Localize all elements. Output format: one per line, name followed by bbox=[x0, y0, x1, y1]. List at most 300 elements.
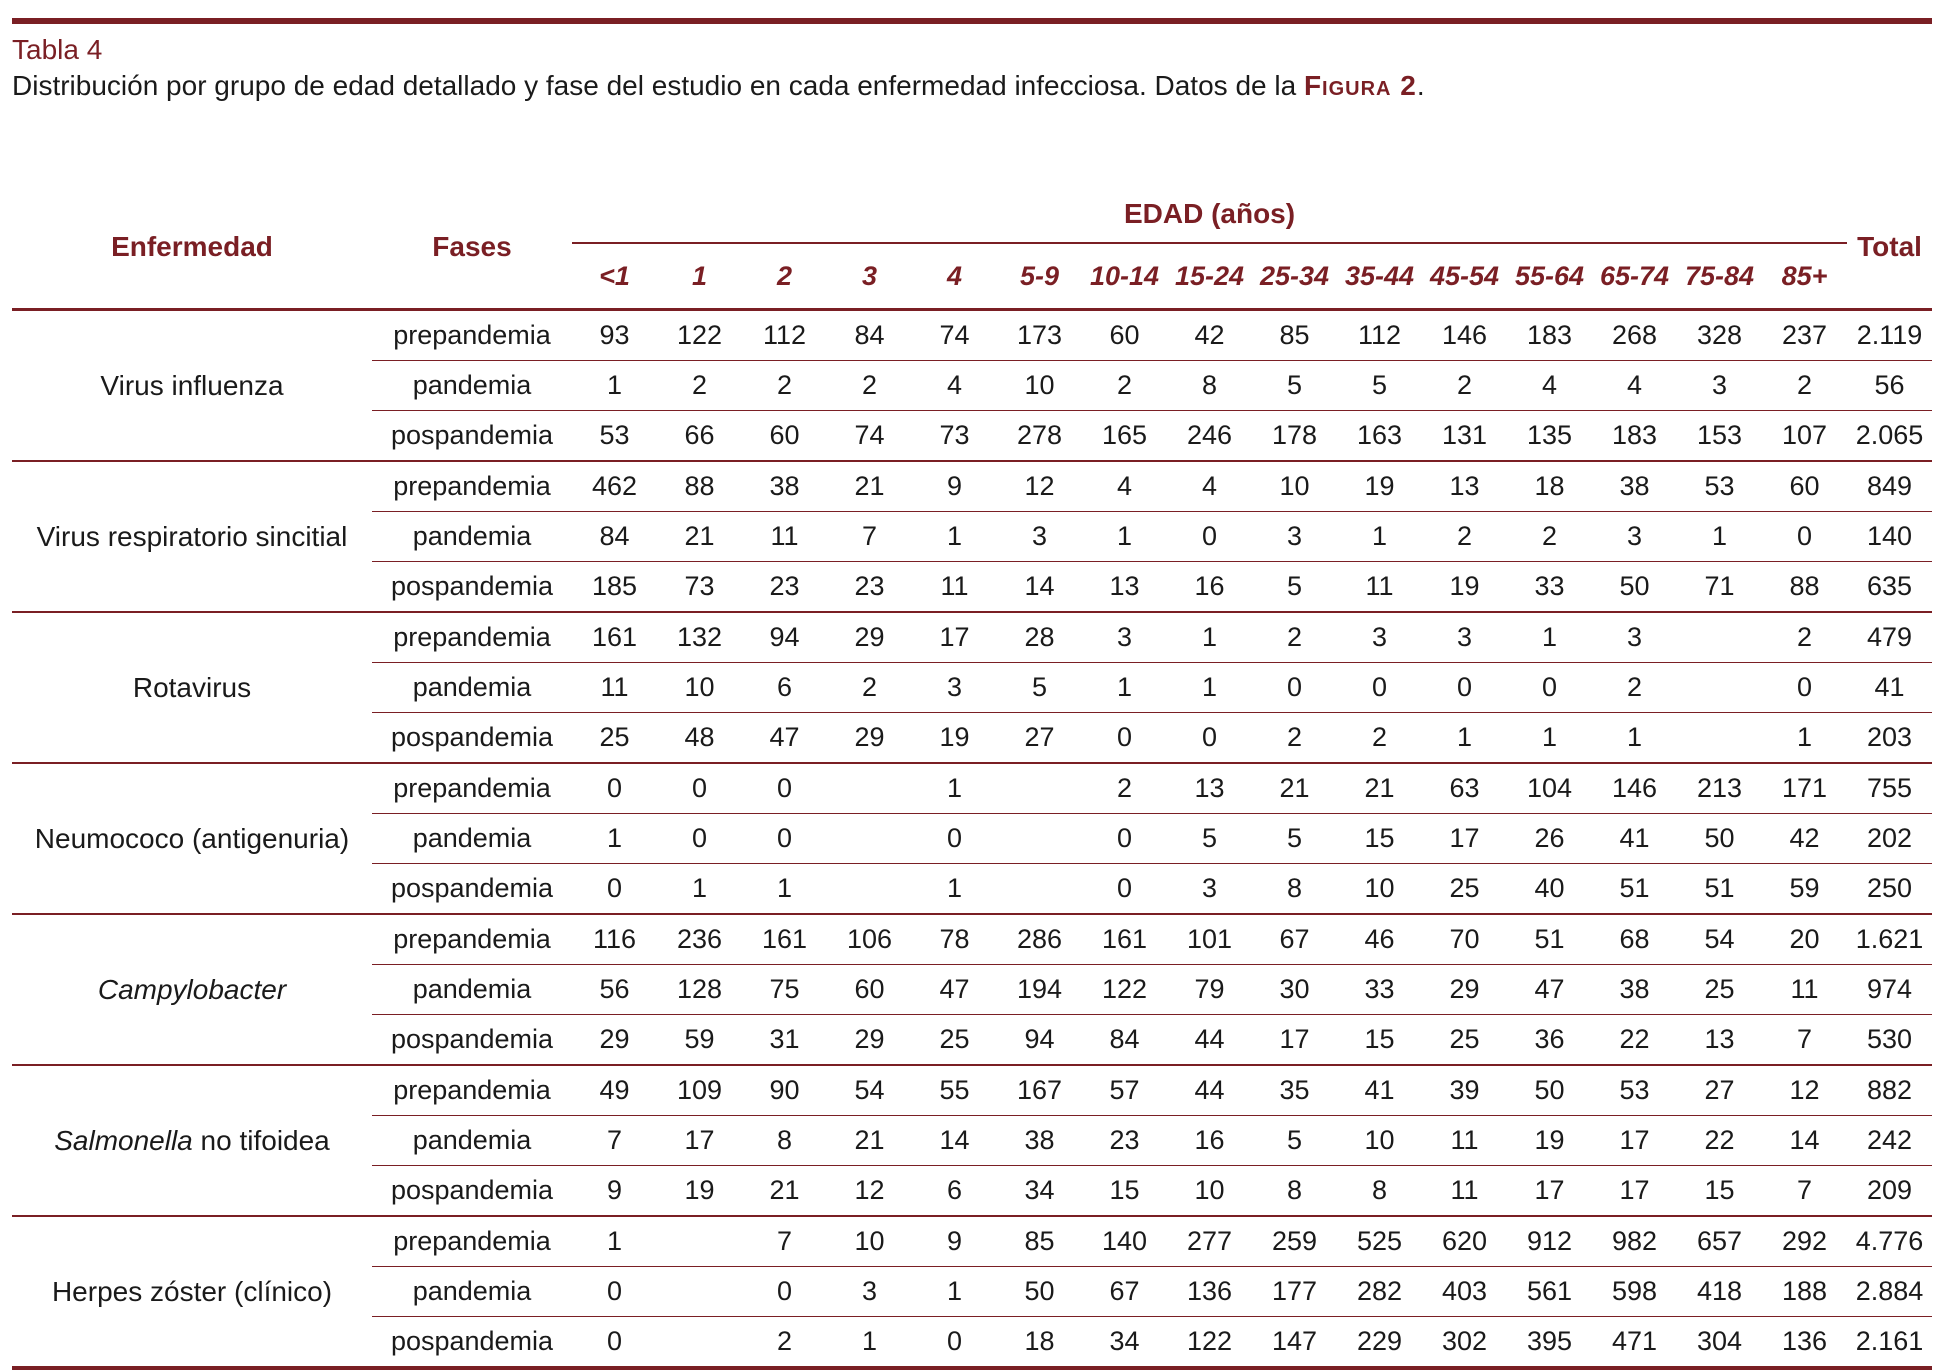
phase-label: prepandemia bbox=[372, 914, 572, 965]
value-cell: 8 bbox=[1337, 1166, 1422, 1217]
total-cell: 56 bbox=[1847, 361, 1932, 411]
value-cell: 8 bbox=[1167, 361, 1252, 411]
value-cell: 74 bbox=[827, 411, 912, 462]
total-cell: 2.884 bbox=[1847, 1267, 1932, 1317]
phase-label: prepandemia bbox=[372, 1065, 572, 1116]
value-cell: 21 bbox=[657, 512, 742, 562]
value-cell: 0 bbox=[657, 814, 742, 864]
header-age-6: 10-14 bbox=[1082, 243, 1167, 310]
value-cell: 21 bbox=[1252, 763, 1337, 814]
value-cell: 15 bbox=[1337, 1015, 1422, 1066]
value-cell: 8 bbox=[1252, 864, 1337, 915]
value-cell: 18 bbox=[1507, 461, 1592, 512]
value-cell: 146 bbox=[1422, 310, 1507, 361]
value-cell: 57 bbox=[1082, 1065, 1167, 1116]
total-cell: 1.621 bbox=[1847, 914, 1932, 965]
value-cell: 122 bbox=[1167, 1317, 1252, 1369]
header-age-12: 65-74 bbox=[1592, 243, 1677, 310]
header-age-10: 45-54 bbox=[1422, 243, 1507, 310]
value-cell: 22 bbox=[1592, 1015, 1677, 1066]
value-cell: 41 bbox=[1592, 814, 1677, 864]
value-cell: 0 bbox=[742, 814, 827, 864]
value-cell: 525 bbox=[1337, 1216, 1422, 1267]
header-age-7: 15-24 bbox=[1167, 243, 1252, 310]
value-cell: 146 bbox=[1592, 763, 1677, 814]
value-cell: 10 bbox=[827, 1216, 912, 1267]
value-cell: 1 bbox=[1507, 713, 1592, 764]
value-cell: 0 bbox=[657, 763, 742, 814]
top-rule bbox=[12, 18, 1932, 24]
value-cell: 2 bbox=[827, 361, 912, 411]
disease-name bbox=[12, 1065, 372, 1216]
header-disease: Enfermedad bbox=[12, 186, 372, 310]
value-cell: 2 bbox=[1082, 763, 1167, 814]
phase-label: pandemia bbox=[372, 512, 572, 562]
value-cell: 42 bbox=[1762, 814, 1847, 864]
value-cell: 29 bbox=[572, 1015, 657, 1066]
value-cell: 0 bbox=[912, 1317, 997, 1369]
value-cell: 1 bbox=[742, 864, 827, 915]
value-cell: 34 bbox=[997, 1166, 1082, 1217]
value-cell: 106 bbox=[827, 914, 912, 965]
value-cell: 84 bbox=[827, 310, 912, 361]
value-cell: 42 bbox=[1167, 310, 1252, 361]
value-cell: 19 bbox=[1422, 562, 1507, 613]
value-cell: 0 bbox=[572, 1317, 657, 1369]
value-cell: 2 bbox=[657, 361, 742, 411]
value-cell: 71 bbox=[1677, 562, 1762, 613]
value-cell: 1 bbox=[572, 361, 657, 411]
value-cell: 1 bbox=[1762, 713, 1847, 764]
value-cell: 22 bbox=[1677, 1116, 1762, 1166]
value-cell: 21 bbox=[1337, 763, 1422, 814]
header-age-13: 75-84 bbox=[1677, 243, 1762, 310]
total-cell: 4.776 bbox=[1847, 1216, 1932, 1267]
value-cell: 2 bbox=[1337, 713, 1422, 764]
value-cell: 229 bbox=[1337, 1317, 1422, 1369]
phase-label: prepandemia bbox=[372, 461, 572, 512]
value-cell: 17 bbox=[657, 1116, 742, 1166]
disease-name-main: Virus respiratorio sincitial bbox=[36, 520, 348, 552]
value-cell: 17 bbox=[1507, 1166, 1592, 1217]
phase-label: prepandemia bbox=[372, 763, 572, 814]
value-cell: 2 bbox=[742, 361, 827, 411]
value-cell: 163 bbox=[1337, 411, 1422, 462]
value-cell: 19 bbox=[1507, 1116, 1592, 1166]
value-cell: 59 bbox=[657, 1015, 742, 1066]
value-cell: 48 bbox=[657, 713, 742, 764]
value-cell: 85 bbox=[1252, 310, 1337, 361]
value-cell: 4 bbox=[1167, 461, 1252, 512]
value-cell bbox=[1677, 663, 1762, 713]
value-cell: 51 bbox=[1592, 864, 1677, 915]
total-cell: 2.161 bbox=[1847, 1317, 1932, 1369]
value-cell: 277 bbox=[1167, 1216, 1252, 1267]
value-cell bbox=[1677, 713, 1762, 764]
value-cell: 38 bbox=[997, 1116, 1082, 1166]
total-cell: 242 bbox=[1847, 1116, 1932, 1166]
table-row bbox=[12, 461, 1932, 512]
value-cell: 34 bbox=[1082, 1317, 1167, 1369]
value-cell: 2 bbox=[742, 1317, 827, 1369]
value-cell: 2 bbox=[1762, 361, 1847, 411]
value-cell: 177 bbox=[1252, 1267, 1337, 1317]
value-cell: 112 bbox=[742, 310, 827, 361]
value-cell: 47 bbox=[742, 713, 827, 764]
value-cell: 0 bbox=[912, 814, 997, 864]
value-cell: 17 bbox=[912, 612, 997, 663]
value-cell: 328 bbox=[1677, 310, 1762, 361]
total-cell: 2.065 bbox=[1847, 411, 1932, 462]
value-cell: 112 bbox=[1337, 310, 1422, 361]
value-cell: 0 bbox=[1252, 663, 1337, 713]
header-age-1: 1 bbox=[657, 243, 742, 310]
value-cell: 132 bbox=[657, 612, 742, 663]
value-cell: 15 bbox=[1082, 1166, 1167, 1217]
value-cell: 23 bbox=[827, 562, 912, 613]
value-cell: 304 bbox=[1677, 1317, 1762, 1369]
table-caption bbox=[12, 70, 1425, 102]
value-cell: 14 bbox=[997, 562, 1082, 613]
value-cell bbox=[1677, 612, 1762, 663]
value-cell: 27 bbox=[997, 713, 1082, 764]
total-cell: 2.119 bbox=[1847, 310, 1932, 361]
phase-label: pandemia bbox=[372, 663, 572, 713]
value-cell: 136 bbox=[1762, 1317, 1847, 1369]
value-cell: 173 bbox=[997, 310, 1082, 361]
value-cell: 29 bbox=[1422, 965, 1507, 1015]
table-row bbox=[12, 310, 1932, 361]
value-cell: 21 bbox=[742, 1166, 827, 1217]
value-cell: 136 bbox=[1167, 1267, 1252, 1317]
value-cell: 2 bbox=[1252, 612, 1337, 663]
disease-name bbox=[12, 461, 372, 612]
value-cell: 12 bbox=[997, 461, 1082, 512]
phase-label: pospandemia bbox=[372, 713, 572, 764]
value-cell: 29 bbox=[827, 612, 912, 663]
disease-name-main: Virus influenza bbox=[100, 369, 284, 401]
value-cell: 23 bbox=[1082, 1116, 1167, 1166]
value-cell: 11 bbox=[1762, 965, 1847, 1015]
disease-name bbox=[12, 763, 372, 914]
value-cell: 41 bbox=[1337, 1065, 1422, 1116]
value-cell: 44 bbox=[1167, 1065, 1252, 1116]
value-cell: 194 bbox=[997, 965, 1082, 1015]
total-cell: 202 bbox=[1847, 814, 1932, 864]
phase-label: prepandemia bbox=[372, 310, 572, 361]
header-age-14: 85+ bbox=[1762, 243, 1847, 310]
value-cell: 60 bbox=[1762, 461, 1847, 512]
value-cell: 30 bbox=[1252, 965, 1337, 1015]
value-cell: 1 bbox=[1082, 663, 1167, 713]
value-cell: 25 bbox=[1677, 965, 1762, 1015]
value-cell: 27 bbox=[1677, 1065, 1762, 1116]
value-cell: 11 bbox=[1422, 1166, 1507, 1217]
total-cell: 974 bbox=[1847, 965, 1932, 1015]
value-cell: 101 bbox=[1167, 914, 1252, 965]
value-cell: 598 bbox=[1592, 1267, 1677, 1317]
value-cell: 55 bbox=[912, 1065, 997, 1116]
value-cell: 67 bbox=[1252, 914, 1337, 965]
value-cell: 74 bbox=[912, 310, 997, 361]
value-cell: 3 bbox=[827, 1267, 912, 1317]
value-cell: 88 bbox=[657, 461, 742, 512]
disease-name bbox=[12, 914, 372, 1065]
value-cell: 1 bbox=[572, 814, 657, 864]
figure-reference[interactable]: Figura 2 bbox=[1303, 70, 1417, 101]
phase-label: prepandemia bbox=[372, 612, 572, 663]
value-cell: 33 bbox=[1337, 965, 1422, 1015]
value-cell: 88 bbox=[1762, 562, 1847, 613]
value-cell: 51 bbox=[1507, 914, 1592, 965]
value-cell: 147 bbox=[1252, 1317, 1337, 1369]
value-cell: 53 bbox=[1677, 461, 1762, 512]
value-cell: 17 bbox=[1422, 814, 1507, 864]
disease-name bbox=[12, 310, 372, 462]
value-cell: 25 bbox=[572, 713, 657, 764]
value-cell: 63 bbox=[1422, 763, 1507, 814]
value-cell bbox=[657, 1216, 742, 1267]
value-cell: 25 bbox=[1422, 864, 1507, 915]
data-table bbox=[12, 186, 1932, 1370]
value-cell: 40 bbox=[1507, 864, 1592, 915]
value-cell: 84 bbox=[1082, 1015, 1167, 1066]
value-cell: 1 bbox=[912, 763, 997, 814]
value-cell: 50 bbox=[997, 1267, 1082, 1317]
value-cell: 10 bbox=[1252, 461, 1337, 512]
value-cell: 3 bbox=[1082, 612, 1167, 663]
value-cell: 50 bbox=[1677, 814, 1762, 864]
value-cell: 161 bbox=[572, 612, 657, 663]
value-cell: 25 bbox=[1422, 1015, 1507, 1066]
value-cell: 1 bbox=[1677, 512, 1762, 562]
value-cell: 1 bbox=[657, 864, 742, 915]
value-cell: 54 bbox=[827, 1065, 912, 1116]
value-cell: 140 bbox=[1082, 1216, 1167, 1267]
value-cell: 5 bbox=[1167, 814, 1252, 864]
value-cell: 104 bbox=[1507, 763, 1592, 814]
value-cell: 18 bbox=[997, 1317, 1082, 1369]
value-cell: 68 bbox=[1592, 914, 1677, 965]
disease-name bbox=[12, 612, 372, 763]
value-cell: 259 bbox=[1252, 1216, 1337, 1267]
value-cell: 2 bbox=[1422, 512, 1507, 562]
header-total: Total bbox=[1847, 186, 1932, 310]
value-cell: 19 bbox=[1337, 461, 1422, 512]
value-cell: 13 bbox=[1422, 461, 1507, 512]
value-cell: 84 bbox=[572, 512, 657, 562]
value-cell: 1 bbox=[1422, 713, 1507, 764]
value-cell: 2 bbox=[1082, 361, 1167, 411]
value-cell: 0 bbox=[1422, 663, 1507, 713]
value-cell: 0 bbox=[572, 1267, 657, 1317]
value-cell: 60 bbox=[1082, 310, 1167, 361]
value-cell: 73 bbox=[912, 411, 997, 462]
value-cell bbox=[827, 763, 912, 814]
total-cell: 41 bbox=[1847, 663, 1932, 713]
value-cell: 302 bbox=[1422, 1317, 1507, 1369]
value-cell: 131 bbox=[1422, 411, 1507, 462]
value-cell: 8 bbox=[742, 1116, 827, 1166]
value-cell: 620 bbox=[1422, 1216, 1507, 1267]
disease-name-main: Campylobacter bbox=[97, 973, 287, 1005]
phase-label: pandemia bbox=[372, 965, 572, 1015]
value-cell: 982 bbox=[1592, 1216, 1677, 1267]
value-cell: 1 bbox=[1167, 612, 1252, 663]
value-cell: 3 bbox=[1592, 612, 1677, 663]
phase-label: pospandemia bbox=[372, 1317, 572, 1369]
value-cell: 0 bbox=[742, 763, 827, 814]
value-cell: 122 bbox=[657, 310, 742, 361]
value-cell: 11 bbox=[1422, 1116, 1507, 1166]
value-cell: 657 bbox=[1677, 1216, 1762, 1267]
total-cell: 203 bbox=[1847, 713, 1932, 764]
value-cell: 7 bbox=[1762, 1166, 1847, 1217]
value-cell: 462 bbox=[572, 461, 657, 512]
value-cell: 29 bbox=[827, 1015, 912, 1066]
value-cell: 54 bbox=[1677, 914, 1762, 965]
value-cell: 3 bbox=[997, 512, 1082, 562]
value-cell: 3 bbox=[1677, 361, 1762, 411]
phase-label: pospandemia bbox=[372, 1166, 572, 1217]
value-cell: 0 bbox=[1082, 713, 1167, 764]
value-cell: 11 bbox=[912, 562, 997, 613]
value-cell: 418 bbox=[1677, 1267, 1762, 1317]
total-cell: 530 bbox=[1847, 1015, 1932, 1066]
value-cell: 59 bbox=[1762, 864, 1847, 915]
value-cell: 85 bbox=[997, 1216, 1082, 1267]
value-cell: 561 bbox=[1507, 1267, 1592, 1317]
value-cell: 3 bbox=[1252, 512, 1337, 562]
value-cell: 183 bbox=[1507, 310, 1592, 361]
value-cell: 3 bbox=[1422, 612, 1507, 663]
value-cell: 4 bbox=[1082, 461, 1167, 512]
value-cell: 38 bbox=[742, 461, 827, 512]
header-age-8: 25-34 bbox=[1252, 243, 1337, 310]
value-cell: 1 bbox=[827, 1317, 912, 1369]
table-row bbox=[12, 612, 1932, 663]
value-cell: 0 bbox=[1762, 512, 1847, 562]
value-cell: 10 bbox=[1337, 864, 1422, 915]
value-cell: 13 bbox=[1082, 562, 1167, 613]
total-cell: 849 bbox=[1847, 461, 1932, 512]
value-cell: 167 bbox=[997, 1065, 1082, 1116]
total-cell: 250 bbox=[1847, 864, 1932, 915]
value-cell: 39 bbox=[1422, 1065, 1507, 1116]
value-cell: 94 bbox=[742, 612, 827, 663]
value-cell: 7 bbox=[742, 1216, 827, 1267]
value-cell: 0 bbox=[1167, 512, 1252, 562]
value-cell: 14 bbox=[912, 1116, 997, 1166]
value-cell: 178 bbox=[1252, 411, 1337, 462]
value-cell: 282 bbox=[1337, 1267, 1422, 1317]
value-cell: 60 bbox=[827, 965, 912, 1015]
caption-suffix: . bbox=[1416, 70, 1425, 101]
value-cell: 0 bbox=[572, 864, 657, 915]
value-cell: 471 bbox=[1592, 1317, 1677, 1369]
phase-label: pospandemia bbox=[372, 864, 572, 915]
value-cell: 10 bbox=[1337, 1116, 1422, 1166]
value-cell: 12 bbox=[1762, 1065, 1847, 1116]
value-cell: 292 bbox=[1762, 1216, 1847, 1267]
value-cell: 75 bbox=[742, 965, 827, 1015]
value-cell: 29 bbox=[827, 713, 912, 764]
value-cell: 53 bbox=[572, 411, 657, 462]
total-cell: 479 bbox=[1847, 612, 1932, 663]
value-cell: 0 bbox=[1082, 814, 1167, 864]
table-row bbox=[12, 1216, 1932, 1267]
caption-text: Distribución por grupo de edad detallado y fase del estudio en cada enfermedad infecciosa. Datos de la bbox=[12, 70, 1304, 101]
value-cell: 53 bbox=[1592, 1065, 1677, 1116]
total-cell: 635 bbox=[1847, 562, 1932, 613]
value-cell: 10 bbox=[997, 361, 1082, 411]
value-cell: 73 bbox=[657, 562, 742, 613]
value-cell: 19 bbox=[657, 1166, 742, 1217]
value-cell: 49 bbox=[572, 1065, 657, 1116]
value-cell: 16 bbox=[1167, 562, 1252, 613]
value-cell bbox=[827, 814, 912, 864]
value-cell: 51 bbox=[1677, 864, 1762, 915]
value-cell: 47 bbox=[1507, 965, 1592, 1015]
phase-label: pandemia bbox=[372, 1116, 572, 1166]
disease-name-suffix: no tifoidea bbox=[192, 1124, 330, 1156]
value-cell: 183 bbox=[1592, 411, 1677, 462]
header-phase: Fases bbox=[372, 186, 572, 310]
value-cell: 9 bbox=[912, 1216, 997, 1267]
value-cell: 1 bbox=[1592, 713, 1677, 764]
disease-name bbox=[12, 1216, 372, 1368]
value-cell: 17 bbox=[1592, 1166, 1677, 1217]
disease-name-main: Herpes zóster (clínico) bbox=[51, 1275, 333, 1307]
value-cell: 50 bbox=[1592, 562, 1677, 613]
value-cell: 286 bbox=[997, 914, 1082, 965]
value-cell: 23 bbox=[742, 562, 827, 613]
value-cell: 236 bbox=[657, 914, 742, 965]
value-cell: 161 bbox=[742, 914, 827, 965]
value-cell: 5 bbox=[1252, 814, 1337, 864]
value-cell: 278 bbox=[997, 411, 1082, 462]
value-cell: 1 bbox=[572, 1216, 657, 1267]
value-cell: 14 bbox=[1762, 1116, 1847, 1166]
value-cell: 94 bbox=[997, 1015, 1082, 1066]
value-cell: 213 bbox=[1677, 763, 1762, 814]
value-cell: 79 bbox=[1167, 965, 1252, 1015]
value-cell: 171 bbox=[1762, 763, 1847, 814]
value-cell: 4 bbox=[1592, 361, 1677, 411]
value-cell: 0 bbox=[1337, 663, 1422, 713]
value-cell: 2 bbox=[1507, 512, 1592, 562]
value-cell: 5 bbox=[1252, 361, 1337, 411]
value-cell: 9 bbox=[572, 1166, 657, 1217]
phase-label: pospandemia bbox=[372, 562, 572, 613]
value-cell: 8 bbox=[1252, 1166, 1337, 1217]
total-cell: 755 bbox=[1847, 763, 1932, 814]
value-cell: 56 bbox=[572, 965, 657, 1015]
value-cell: 10 bbox=[1167, 1166, 1252, 1217]
header-age-5: 5-9 bbox=[997, 243, 1082, 310]
header-age-2: 2 bbox=[742, 243, 827, 310]
value-cell: 0 bbox=[1762, 663, 1847, 713]
value-cell: 21 bbox=[827, 461, 912, 512]
disease-name-main: Salmonella bbox=[54, 1124, 193, 1156]
value-cell: 403 bbox=[1422, 1267, 1507, 1317]
value-cell: 0 bbox=[1167, 713, 1252, 764]
value-cell: 16 bbox=[1167, 1116, 1252, 1166]
value-cell: 5 bbox=[1252, 1116, 1337, 1166]
value-cell: 0 bbox=[1507, 663, 1592, 713]
value-cell: 15 bbox=[1677, 1166, 1762, 1217]
phase-label: pospandemia bbox=[372, 1015, 572, 1066]
